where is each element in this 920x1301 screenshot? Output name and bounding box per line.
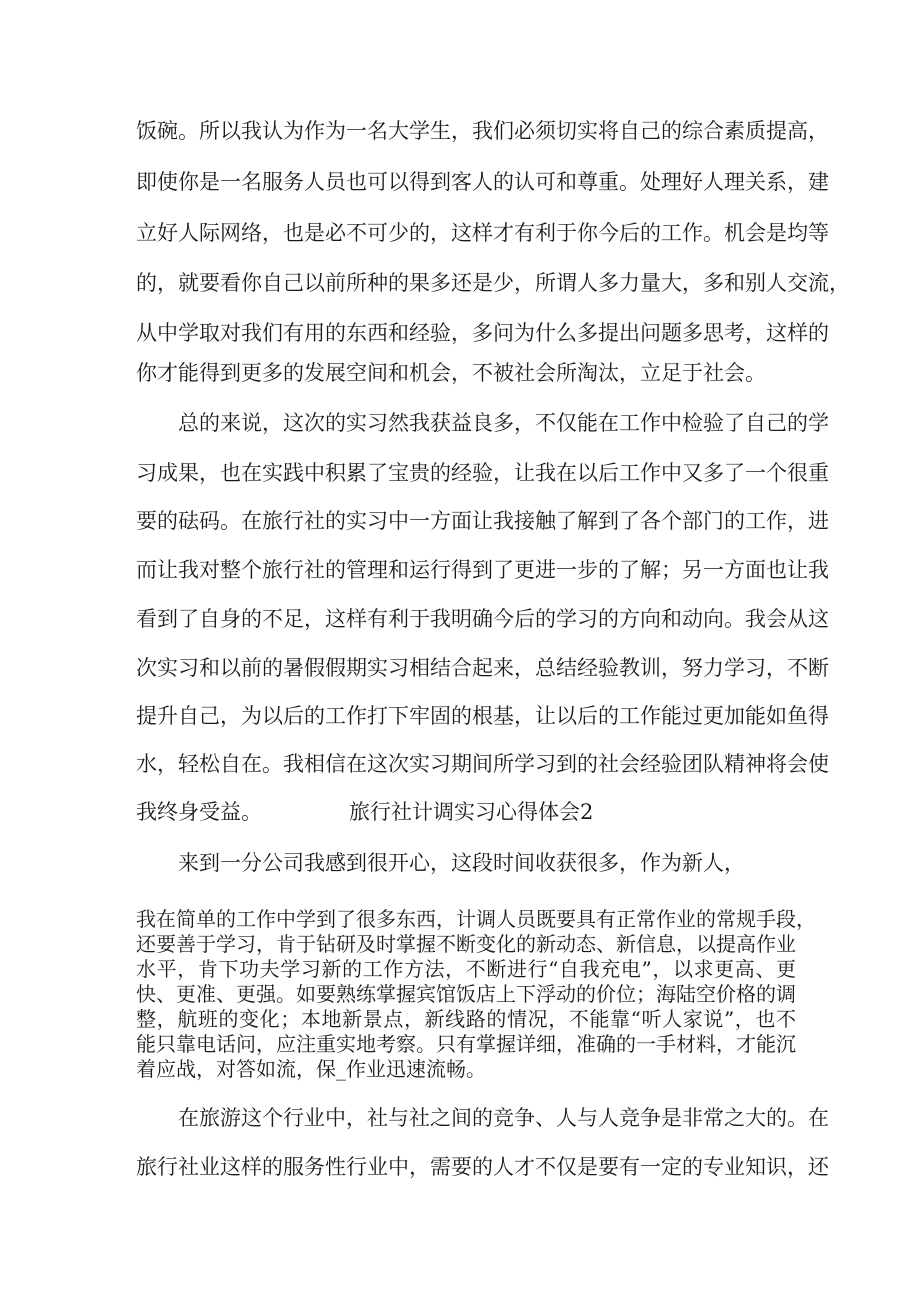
- text-line: 次实习和以前的暑假假期实习相结合起来，总结经验教训，努力学习，不断: [136, 656, 829, 680]
- text-line: 即使你是一名服务人员也可以得到客人的认可和尊重。处理好人理关系，建: [136, 170, 829, 194]
- text-line: 能只靠电话问，应注重实地考察。只有掌握详细，准确的一手材料，才能沉: [136, 1032, 796, 1056]
- text-line: 整，航班的变化；本地新景点，新线路的情况，不能靠“听人家说”，也不: [136, 1007, 796, 1031]
- text-line: 在旅游这个行业中，社与社之间的竞争、人与人竞争是非常之大的。在: [178, 1106, 829, 1130]
- text-line: 从中学取对我们有用的东西和经验，多问为什么多提出问题多思考，这样的: [136, 321, 829, 345]
- text-line: 旅行社业这样的服务性行业中，需要的人才不仅是要有一定的专业知识，还: [136, 1155, 829, 1179]
- text-line: 提升自己，为以后的工作打下牢固的根基，让以后的工作能过更加能如鱼得: [136, 704, 829, 728]
- text-line: 快、更准、更强。如要熟练掌握宾馆饭店上下浮动的价位；海陆空价格的调: [136, 982, 796, 1006]
- text-line: 习成果，也在实践中积累了宝贵的经验，让我在以后工作中又多了一个很重: [136, 461, 829, 485]
- text-line: 总的来说，这次的实习然我获益良多，不仅能在工作中检验了自己的学: [178, 411, 829, 435]
- text-line: 看到了自身的不足，这样有利于我明确今后的学习的方向和动向。我会从这: [136, 607, 829, 631]
- text-line: 还要善于学习，肯于钻研及时掌握不断变化的新动态、新信息，以提高作业: [136, 932, 796, 956]
- text-line: 我终身受益。: [136, 800, 262, 824]
- text-line: 来到一分公司我感到很开心，这段时间收获很多，作为新人，: [178, 851, 745, 875]
- text-line: 水，轻松自在。我相信在这次实习期间所学习到的社会经验团队精神将会使: [136, 752, 829, 776]
- section-title: 旅行社计调实习心得体会2: [349, 800, 594, 824]
- text-line: 饭碗。所以我认为作为一名大学生，我们必须切实将自己的综合素质提高，: [136, 119, 829, 143]
- text-line: 着应战，对答如流，保_作业迅速流畅。: [136, 1057, 486, 1081]
- text-line: 水平，肯下功夫学习新的工作方法，不断进行“自我充电”，以求更高、更: [136, 957, 796, 981]
- text-line: 立好人际网络，也是必不可少的，这样才有利于你今后的工作。机会是均等: [136, 221, 829, 245]
- text-line: 要的砝码。在旅行社的实习中一方面让我接触了解到了各个部门的工作，进: [136, 509, 829, 533]
- text-line: 的，就要看你自己以前所种的果多还是少，所谓人多力量大，多和别人交流，: [136, 271, 850, 295]
- text-line: 我在简单的工作中学到了很多东西，计调人员既要具有正常作业的常规手段，: [136, 907, 816, 931]
- text-line: 你才能得到更多的发展空间和机会，不被社会所淘汰，立足于社会。: [136, 361, 766, 385]
- text-line: 而让我对整个旅行社的管理和运行得到了更进一步的了解；另一方面也让我: [136, 558, 829, 582]
